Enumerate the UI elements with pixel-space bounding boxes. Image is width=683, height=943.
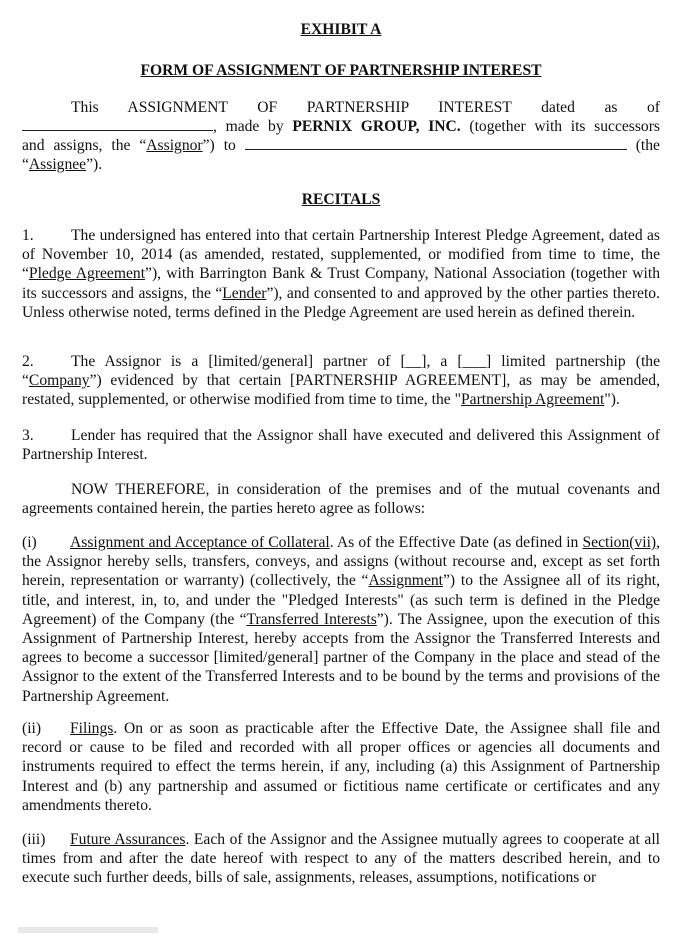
intro-opening: This ASSIGNMENT OF PARTNERSHIP INTEREST dated as of [71, 99, 660, 116]
assignee-blank [245, 136, 627, 150]
section-iii-heading: Future Assurances [70, 831, 186, 848]
section-iii: (iii) Future Assurances. Each of the Assignor and the Assignee mutually agrees to cooperate at all times from and after the date hereof with respect to any of the matters described herein, and to execute such further deeds, bills of sale, assignments, releases, assumptions, notifications or [22, 831, 660, 887]
section-i-heading: Assignment and Acceptance of Collateral [70, 534, 330, 551]
date-blank [22, 117, 213, 131]
now-therefore: NOW THEREFORE, in consideration of the premises and of the mutual covenants and agreements contained herein, the parties hereto agree as follows: [22, 481, 660, 518]
section-ii-heading: Filings [70, 720, 114, 737]
assignee-term: Assignee [28, 156, 87, 173]
exhibit-title: EXHIBIT A [300, 21, 382, 38]
section-ii: (ii) Filings. On or as soon as practicable after the Effective Date, the Assignee shall file and record or cause to be filed and recorded with all proper offices or agencies all documents and instruments required to effect the terms herein, if any, including (a) this Assignment of Partnership Interest and (b) any partnership and assumed or fictitious name certificate or certificates and any amendments thereto. [22, 720, 660, 814]
intro-line-3: and assigns, the “Assignor”) to (the [22, 137, 660, 154]
recital-3: 3. Lender has required that the Assignor shall have executed and delivered this Assignment of Partnership Interest. [22, 427, 660, 464]
form-title: FORM OF ASSIGNMENT OF PARTNERSHIP INTEREST [140, 62, 542, 79]
intro-line-1 [22, 98, 660, 117]
intro-line-2: , made by PERNIX GROUP, INC. (together with its successors [22, 117, 660, 136]
intro-line-4: “Assignee”). [22, 156, 103, 173]
footer-smudge [18, 925, 158, 935]
assignor-term: Assignor [146, 137, 203, 154]
recital-1: 1. The undersigned has entered into that certain Partnership Interest Pledge Agreement, dated as of November 10, 2014 (as amended, restated, supplemented, or modified from time to time, the “Pledge Agreement”), with Barrington Bank & Trust Company, National Association (together with its successors and assigns, the “Lender”), and consented to and approved by the other parties thereto. Unless otherwise noted, terms defined in the Pledge Agreement are used herein as defined therein. [22, 227, 660, 321]
recitals-heading: RECITALS [301, 191, 381, 208]
scan-artifact [18, 924, 158, 943]
assignor-name: PERNIX GROUP, INC. [292, 118, 461, 135]
recital-2: 2. The Assignor is a [limited/general] partner of [__], a [___] limited partnership (the “Company”) evidenced by that certain [PARTNERSHIP AGREEMENT], as may be amended, restated, supplemented, or otherwise modified from time to time, the "Partnership Agreement"). [22, 353, 660, 409]
section-i: (i) Assignment and Acceptance of Collateral. As of the Effective Date (as defined in Section(vii), the Assignor hereby sells, transfers, conveys, and assigns (without recourse and, except as set forth herein, representation or warranty) (collectively, the “Assignment”) to the Assignee all of its right, title, and interest, in, to, and under the "Pledged Interests" (as such term is defined in the Pledge Agreement) of the Company (the “Transferred Interests”). The Assignee, upon the execution of this Assignment of Partnership Interest, hereby accepts from the Assignor the Transferred Interests and agrees to become a successor [limited/general] partner of the Company in the place and stead of the Assignor to the extent of the Transferred Interests and to be bound by the terms and provisions of the Partnership Agreement. [22, 534, 660, 705]
